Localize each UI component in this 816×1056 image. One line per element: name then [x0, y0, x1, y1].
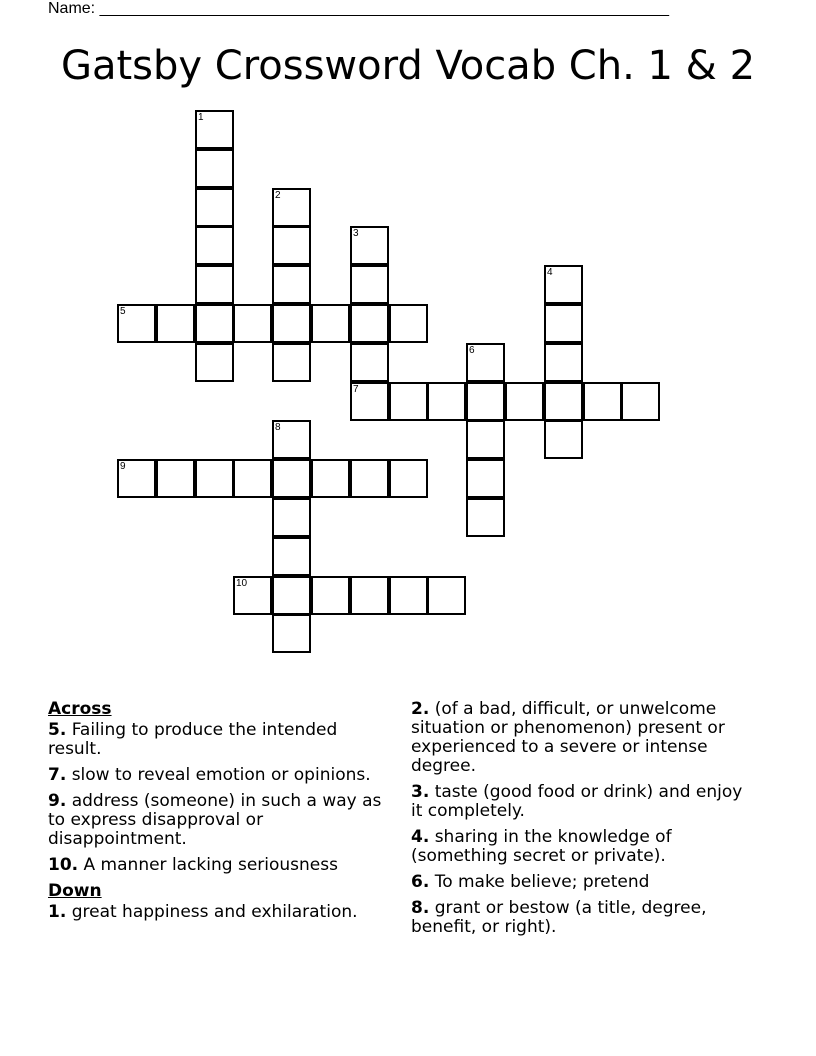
crossword-cell[interactable]	[311, 304, 350, 343]
crossword-cell[interactable]	[466, 459, 505, 498]
crossword-cell[interactable]	[350, 459, 389, 498]
crossword-cell[interactable]	[156, 304, 195, 343]
page-title: Gatsby Crossword Vocab Ch. 1 & 2	[60, 43, 756, 89]
crossword-cell[interactable]	[350, 265, 389, 304]
crossword-cell[interactable]	[350, 304, 389, 343]
clue-down-1: 1. great happiness and exhilaration.	[48, 902, 358, 922]
clue-down-6: 6. To make believe; pretend	[411, 872, 650, 892]
crossword-cell[interactable]	[350, 343, 389, 382]
crossword-cell[interactable]	[233, 304, 272, 343]
crossword-cell[interactable]	[233, 459, 272, 498]
crossword-cell[interactable]	[505, 382, 544, 421]
crossword-cell[interactable]	[389, 576, 428, 615]
crossword-cell[interactable]	[156, 459, 195, 498]
clue-number: 2	[275, 190, 281, 201]
crossword-cell[interactable]	[195, 265, 234, 304]
crossword-cell[interactable]	[195, 149, 234, 188]
crossword-cell[interactable]	[389, 304, 428, 343]
crossword-cell[interactable]	[544, 265, 583, 304]
crossword-cell[interactable]	[195, 110, 234, 149]
clue-across-7: 7. slow to reveal emotion or opinions.	[48, 765, 371, 785]
crossword-cell[interactable]	[195, 459, 234, 498]
clue-number: 7	[353, 384, 359, 395]
clue-number: 8	[275, 422, 281, 433]
crossword-cell[interactable]	[272, 614, 311, 653]
across-heading: Across	[48, 699, 112, 719]
crossword-cell[interactable]	[272, 537, 311, 576]
crossword-cell[interactable]	[272, 265, 311, 304]
crossword-cell[interactable]	[427, 382, 466, 421]
clue-across-10: 10. A manner lacking seriousness	[48, 855, 338, 875]
crossword-cell[interactable]	[466, 382, 505, 421]
crossword-cell[interactable]	[350, 382, 389, 421]
crossword-cell[interactable]	[583, 382, 622, 421]
crossword-cell[interactable]	[466, 420, 505, 459]
clues-column-left	[48, 700, 388, 929]
crossword-cell[interactable]	[195, 343, 234, 382]
clue-down-8: 8. grant or bestow (a title, degree, benefit, or right).	[411, 898, 707, 937]
crossword-cell[interactable]	[272, 576, 311, 615]
crossword-cell[interactable]	[544, 304, 583, 343]
crossword-cell[interactable]	[272, 188, 311, 227]
clue-across-5: 5. Failing to produce the intended result.	[48, 720, 338, 759]
crossword-cell[interactable]	[233, 576, 272, 615]
crossword-cell[interactable]	[621, 382, 660, 421]
crossword-cell[interactable]	[544, 343, 583, 382]
clue-across-9: 9. address (someone) in such a way as to express disapproval or disappointment.	[48, 791, 382, 849]
crossword-cell[interactable]	[350, 576, 389, 615]
clues-column-right	[411, 700, 756, 944]
clue-down-2: 2. (of a bad, difficult, or unwelcome situation or phenomenon) present or experienced to a severe or intense degree.	[411, 699, 725, 776]
clue-down-4: 4. sharing in the knowledge of (something secret or private).	[411, 827, 672, 866]
crossword-cell[interactable]	[272, 420, 311, 459]
down-heading: Down	[48, 881, 102, 901]
crossword-cell[interactable]	[466, 343, 505, 382]
crossword-cell[interactable]	[466, 498, 505, 537]
crossword-cell[interactable]	[427, 576, 466, 615]
name-field[interactable]: Name: ________________________________________________________________	[48, 0, 670, 17]
crossword-cell[interactable]	[195, 188, 234, 227]
crossword-cell[interactable]	[117, 459, 156, 498]
crossword-cell[interactable]	[195, 226, 234, 265]
crossword-cell[interactable]	[272, 343, 311, 382]
crossword-cell[interactable]	[272, 498, 311, 537]
crossword-cell[interactable]	[272, 226, 311, 265]
crossword-cell[interactable]	[311, 576, 350, 615]
crossword-cell[interactable]	[350, 226, 389, 265]
clue-number: 6	[469, 345, 475, 356]
crossword-cell[interactable]	[544, 420, 583, 459]
crossword-cell[interactable]	[544, 382, 583, 421]
clue-number: 3	[353, 228, 359, 239]
clue-down-3: 3. taste (good food or drink) and enjoy it completely.	[411, 782, 743, 821]
clue-number: 1	[198, 112, 204, 123]
crossword-cell[interactable]	[195, 304, 234, 343]
clue-number: 4	[547, 267, 553, 278]
crossword-cell[interactable]	[389, 459, 428, 498]
crossword-cell[interactable]	[389, 382, 428, 421]
clue-number: 10	[236, 578, 248, 589]
crossword-cell[interactable]	[117, 304, 156, 343]
clue-number: 9	[120, 461, 126, 472]
crossword-cell[interactable]	[311, 459, 350, 498]
crossword-cell[interactable]	[272, 459, 311, 498]
clue-number: 5	[120, 306, 126, 317]
crossword-cell[interactable]	[272, 304, 311, 343]
